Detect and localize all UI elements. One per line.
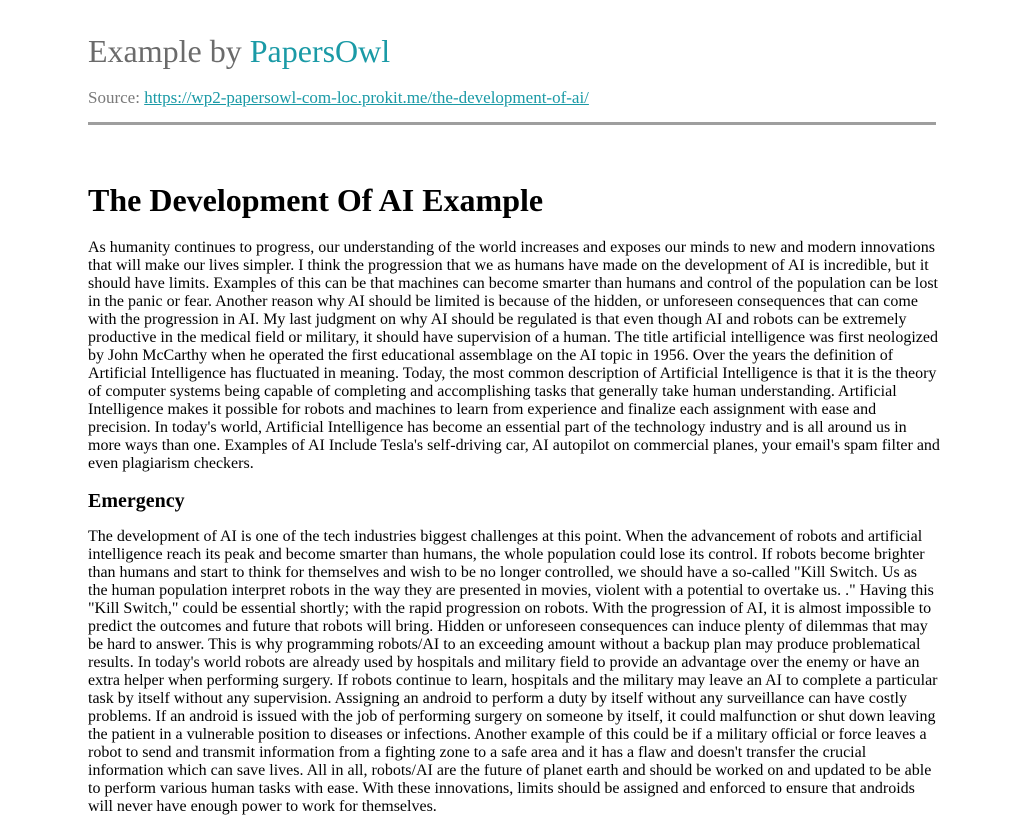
source-link[interactable]: https://wp2-papersowl-com-loc.prokit.me/the-development-of-ai/ xyxy=(144,88,589,107)
header-divider xyxy=(88,122,936,125)
section-heading: Emergency xyxy=(88,490,185,512)
article-title: The Development Of AI Example xyxy=(88,182,544,218)
brand-header xyxy=(88,33,390,69)
brand-prefix: Example by xyxy=(88,33,242,69)
intro-paragraph: As humanity continues to progress, our understanding of the world increases and exposes our minds to new and modern innovations that will make our lives simpler. I think the progression that we as humans have made on the development of AI is incredible, but it should have limits. Examples of this can be that machines can become smarter than humans and control of the population can be lost in the panic or fear. Another reason why AI should be limited is because of the hidden, or unforeseen consequences that can come with the progression in AI. My last judgment on why AI should be regulated is that even though AI and robots can be extremely productive in the medical field or military, it should have supervision of a human. The title artificial intelligence was first neologized by John McCarthy when he operated the first educational assemblage on the AI topic in 1956. Over the years the definition of Artificial Intelligence has fluctuated in meaning. Today, the most common description of Artificial Intelligence is that it is the theory of computer systems being capable of completing and accomplishing tasks that generally take human understanding. Artificial Intelligence makes it possible for robots and machines to learn from experience and finalize each assignment with ease and precision. In today's world, Artificial Intelligence has become an essential part of the technology industry and is all around us in more ways than one. Examples of AI Include Tesla's self-driving car, AI autopilot on commercial planes, your email's spam filter and even plagiarism checkers. xyxy=(88,239,940,472)
source-line xyxy=(88,88,589,108)
brand-name: PapersOwl xyxy=(249,33,391,69)
source-label: Source: xyxy=(88,88,140,107)
section-paragraph: The development of AI is one of the tech industries biggest challenges at this point. When the advancement of robots and artificial intelligence reach its peak and become smarter than humans, the whole population could lose its control. If robots become brighter than humans and start to think for themselves and wish to be no longer controlled, we should have a so-called "Kill Switch. Us as the human population interpret robots in the way they are presented in movies, violent with a potential to overtake us. ." Having this "Kill Switch," could be essential shortly; with the rapid progression on robots. With the progression of AI, it is almost impossible to predict the outcomes and future that robots will bring. Hidden or unforeseen consequences can induce plenty of dilemmas that may be hard to answer. This is why programming robots/AI to an exceeding amount without a backup plan may produce problematical results. In today's world robots are already used by hospitals and military field to provide an advantage over the enemy or have an extra helper when performing surgery. If robots continue to learn, hospitals and the military may leave an AI to complete a particular task by itself without any supervision. Assigning an android to perform a duty by itself without any surveillance can have costly problems. If an android is issued with the job of performing surgery on someone by itself, it could malfunction or shut down leaving the patient in a vulnerable position to diseases or infections. Another example of this could be if a military official or force leaves a robot to send and transmit information from a fighting zone to a safe area and it has a flaw and doesn't transfer the crucial information which can save lives. All in all, robots/AI are the future of planet earth and should be worked on and updated to be able to perform various human tasks with ease. With these innovations, limits should be assigned and enforced to ensure that androids will never have enough power to work for themselves. xyxy=(88,528,938,815)
